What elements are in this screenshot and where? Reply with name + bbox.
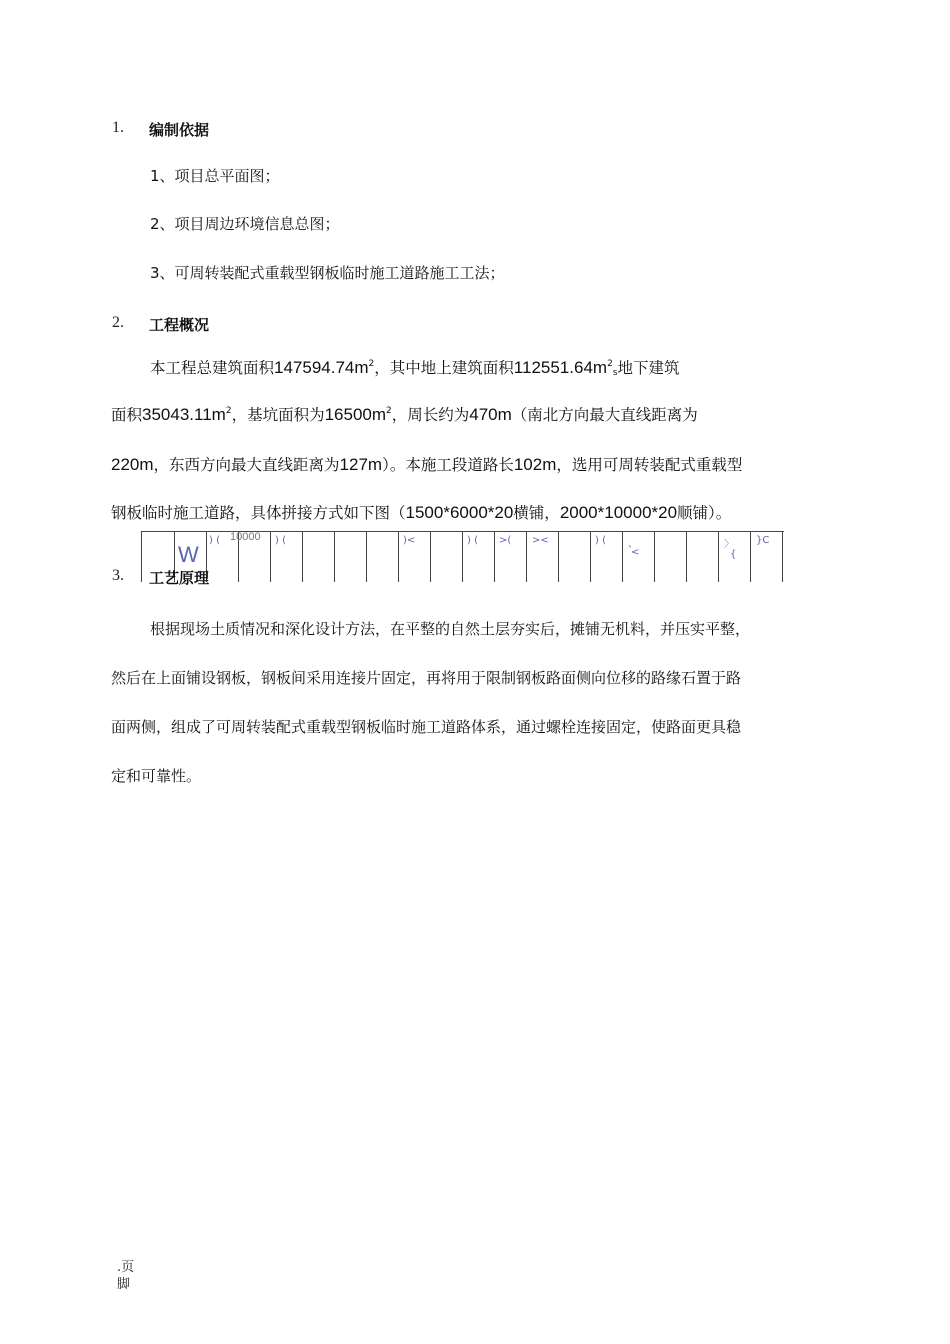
figure-divider (590, 532, 591, 582)
section-1-title: 编制依据 (149, 121, 210, 139)
overview-line-1: 本工程总建筑面积$147594.74m^2$，其中地上建筑面积$112551.64m^2_s$地下建筑 (150, 358, 680, 378)
figure-divider (686, 532, 687, 582)
footer-line-1: .页 (117, 1260, 135, 1275)
overview-line-3: 220m，东西方向最大直线距离为127m）。本施工段道路长102m，选用可周转装配式重载型 (111, 455, 743, 474)
figure-label: >( (499, 535, 512, 546)
basis-item-3: 3、可周转装配式重载型钢板临时施工道路施工工法； (150, 264, 505, 282)
figure-divider (430, 532, 431, 582)
figure-divider (654, 532, 655, 582)
figure-label: ) ( (209, 535, 220, 546)
figure-label: { (730, 549, 737, 560)
figure-divider (526, 532, 527, 582)
figure-dimension-label: 10000 (230, 531, 261, 543)
principle-line-1: 根据现场土质情况和深化设计方法，在平整的自然土层夯实后，摊铺无机料，并压实平整， (150, 620, 751, 638)
figure-label: ) ( (275, 535, 286, 546)
figure-label: >< (532, 535, 549, 546)
footer-line-2: 脚 (117, 1277, 131, 1292)
overview-line-4: 钢板临时施工道路，具体拼接方式如下图（1500*6000*20横铺，2000*10000*20顺铺）。 (111, 503, 732, 522)
figure-label: }C (756, 535, 770, 546)
figure-label: 〉 (724, 539, 734, 550)
principle-line-2: 然后在上面铺设钢板，钢板间采用连接片固定，再将用于限制钢板路面侧向位移的路缘石置于路 (111, 669, 742, 687)
figure-divider (302, 532, 303, 582)
overview-line-2: 面积$35043.11m^2$，基坑面积为$16500m^2$，周长约为470m（南北方向最大直线距离为 (111, 405, 698, 424)
basis-item-1: 1、项目总平面图； (150, 167, 280, 185)
figure-divider (782, 532, 783, 582)
basis-item-2: 2、项目周边环境信息总图； (150, 215, 340, 233)
figure-divider (494, 532, 495, 582)
section-2-title: 工程概况 (149, 316, 210, 334)
figure-label: 、 (628, 539, 638, 550)
figure-divider (462, 532, 463, 582)
section-3-number: 3. (112, 567, 124, 584)
figure-divider (366, 532, 367, 582)
principle-line-4: 定和可靠性。 (111, 767, 202, 785)
steel-plate-layout-figure (141, 531, 784, 582)
principle-line-3: 面两侧，组成了可周转装配式重载型钢板临时施工道路体系，通过螺栓连接固定，使路面更具稳 (111, 718, 742, 736)
figure-w-label: W (178, 542, 199, 567)
figure-divider (622, 532, 623, 582)
figure-divider (334, 532, 335, 582)
section-2-number: 2. (112, 314, 124, 331)
figure-label: < (631, 547, 640, 558)
figure-divider (558, 532, 559, 582)
figure-divider (270, 532, 271, 582)
figure-label: )< (403, 535, 416, 546)
figure-divider (750, 532, 751, 582)
section-3-title: 工艺原理 (149, 569, 210, 587)
figure-divider (718, 532, 719, 582)
figure-label: ) ( (467, 535, 478, 546)
figure-label: ) ( (595, 535, 606, 546)
section-1-number: 1. (112, 119, 124, 136)
figure-divider (398, 532, 399, 582)
